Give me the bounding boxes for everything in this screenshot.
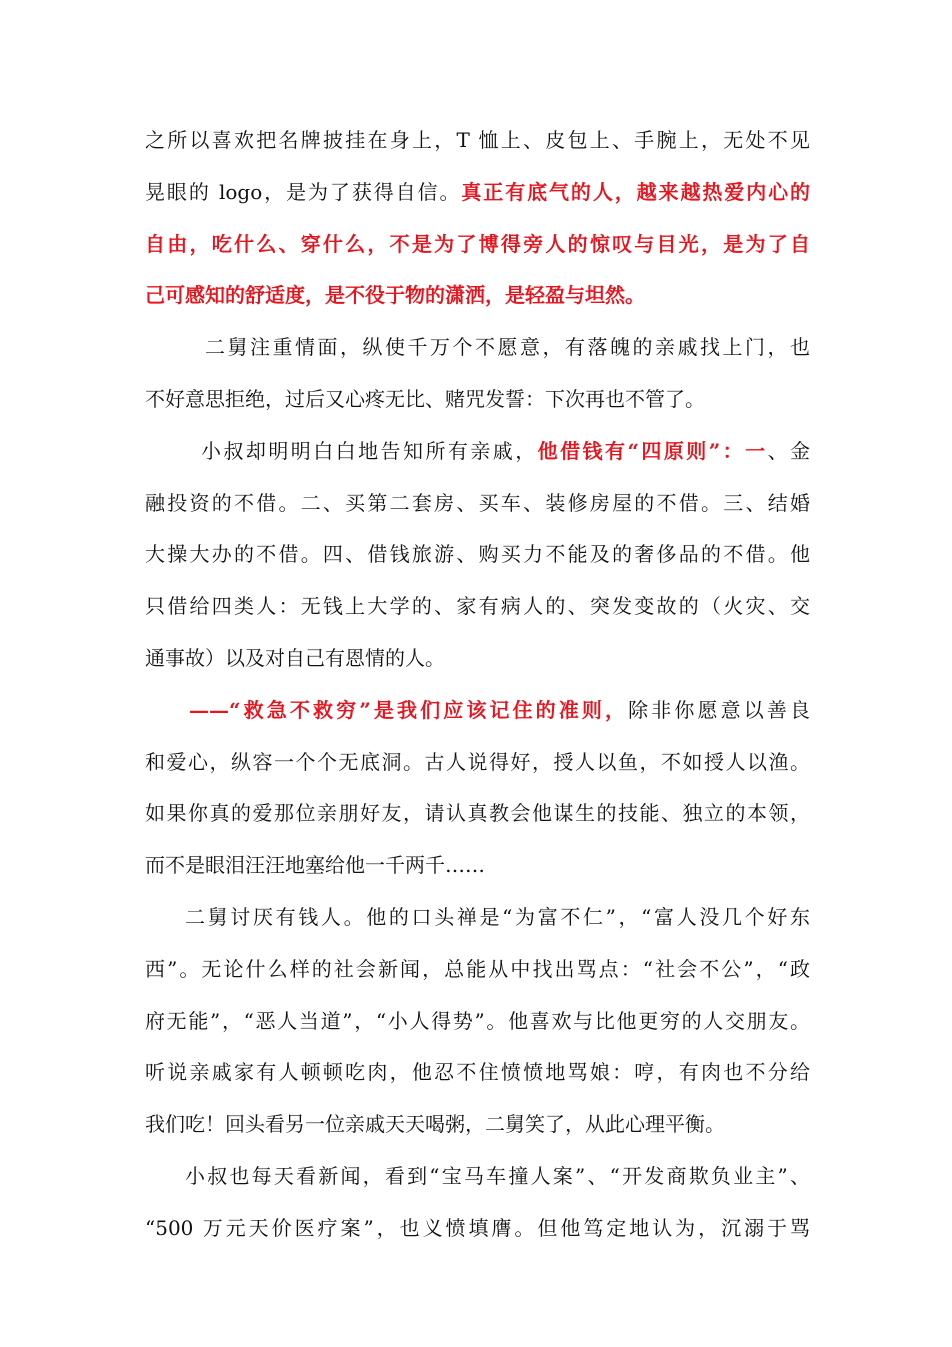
text-line [145,1106,810,1158]
highlighted-text: 他借钱有“四原则”：一 [537,438,768,463]
text-segment: 不好意思拒绝，过后又心疼无比、赌咒发誓：下次再也不管了。 [145,386,705,411]
text-segment: 之所以喜欢把名牌披挂在身上，T 恤上、皮包上、手腕上，无处不见 [145,128,810,152]
text-line [145,847,810,899]
text-line [145,1003,810,1055]
text-segment: 小叔却明明白白地告知所有亲戚， [201,438,538,463]
text-segment: 听说亲戚家有人顿顿吃肉，他忍不住愤愤地骂娘：哼，有肉也不分给 [145,1060,810,1085]
text-segment: 除非你愿意以善良 [628,697,810,722]
text-segment: 晃眼的 logo，是为了获得自信。 [145,179,462,204]
text-segment: 二舅讨厌有钱人。他的口头禅是“为富不仁”，“富人没几个好东 [185,904,810,929]
text-line [145,1210,810,1262]
text-line [145,951,810,1003]
text-line [145,381,810,433]
text-line [145,795,810,847]
text-segment: 只借给四类人：无钱上大学的、家有病人的、突发变故的（火灾、交 [145,594,810,619]
highlighted-text: 己可感知的舒适度，是不役于物的潇洒，是轻盈与坦然。 [145,283,645,308]
paragraph-first-line [145,433,810,485]
text-line [145,277,810,329]
text-segment: 融投资的不借。二、买第二套房、买车、装修房屋的不借。三、结婚 [145,490,810,515]
text-line [145,1054,810,1106]
highlighted-text: ——“救急不救穷”是我们应该记住的准则， [189,697,629,722]
text-segment: 小叔也每天看新闻，看到“宝马车撞人案”、“开发商欺负业主”、 [185,1163,810,1188]
text-line [145,226,810,278]
paragraph-first-line [145,329,810,381]
text-segment: 通事故）以及对自己有恩情的人。 [145,645,445,670]
text-segment: 如果你真的爱那位亲朋好友，请认真教会他谋生的技能、独立的本领， [145,801,810,826]
text-segment: 和爱心，纵容一个个无底洞。古人说得好，授人以鱼，不如授人以渔。 [145,749,810,774]
document-page [145,122,810,1262]
highlighted-text: 真正有底气的人，越来越热爱内心的 [461,179,810,204]
paragraph-first-line [145,692,810,744]
text-segment: 我们吃！回头看另一位亲戚天天喝粥，二舅笑了，从此心理平衡。 [145,1112,725,1137]
text-segment: 而不是眼泪汪汪地塞给他一千两千…… [145,853,485,878]
text-line [145,485,810,537]
text-segment: 、金 [767,438,810,463]
text-segment: 大操大办的不借。四、借钱旅游、购买力不能及的奢侈品的不借。他 [145,542,810,567]
paragraph-first-line [145,1158,810,1210]
text-segment: “500 万元天价医疗案”，也义愤填膺。但他笃定地认为，沉溺于骂 [145,1215,810,1240]
text-line [145,174,810,226]
highlighted-text: 自由，吃什么、穿什么，不是为了博得旁人的惊叹与目光，是为了自 [145,231,810,256]
text-segment: 二舅注重情面，纵使千万个不愿意，有落魄的亲戚找上门，也 [205,335,810,360]
text-line [145,536,810,588]
text-line [145,744,810,796]
paragraph-first-line [145,899,810,951]
text-line [145,122,810,174]
text-segment: 府无能”，“恶人当道”，“小人得势”。他喜欢与比他更穷的人交朋友。 [145,1008,810,1033]
text-line [145,588,810,640]
text-segment: 西”。无论什么样的社会新闻，总能从中找出骂点：“社会不公”，“政 [145,956,810,981]
text-line [145,640,810,692]
